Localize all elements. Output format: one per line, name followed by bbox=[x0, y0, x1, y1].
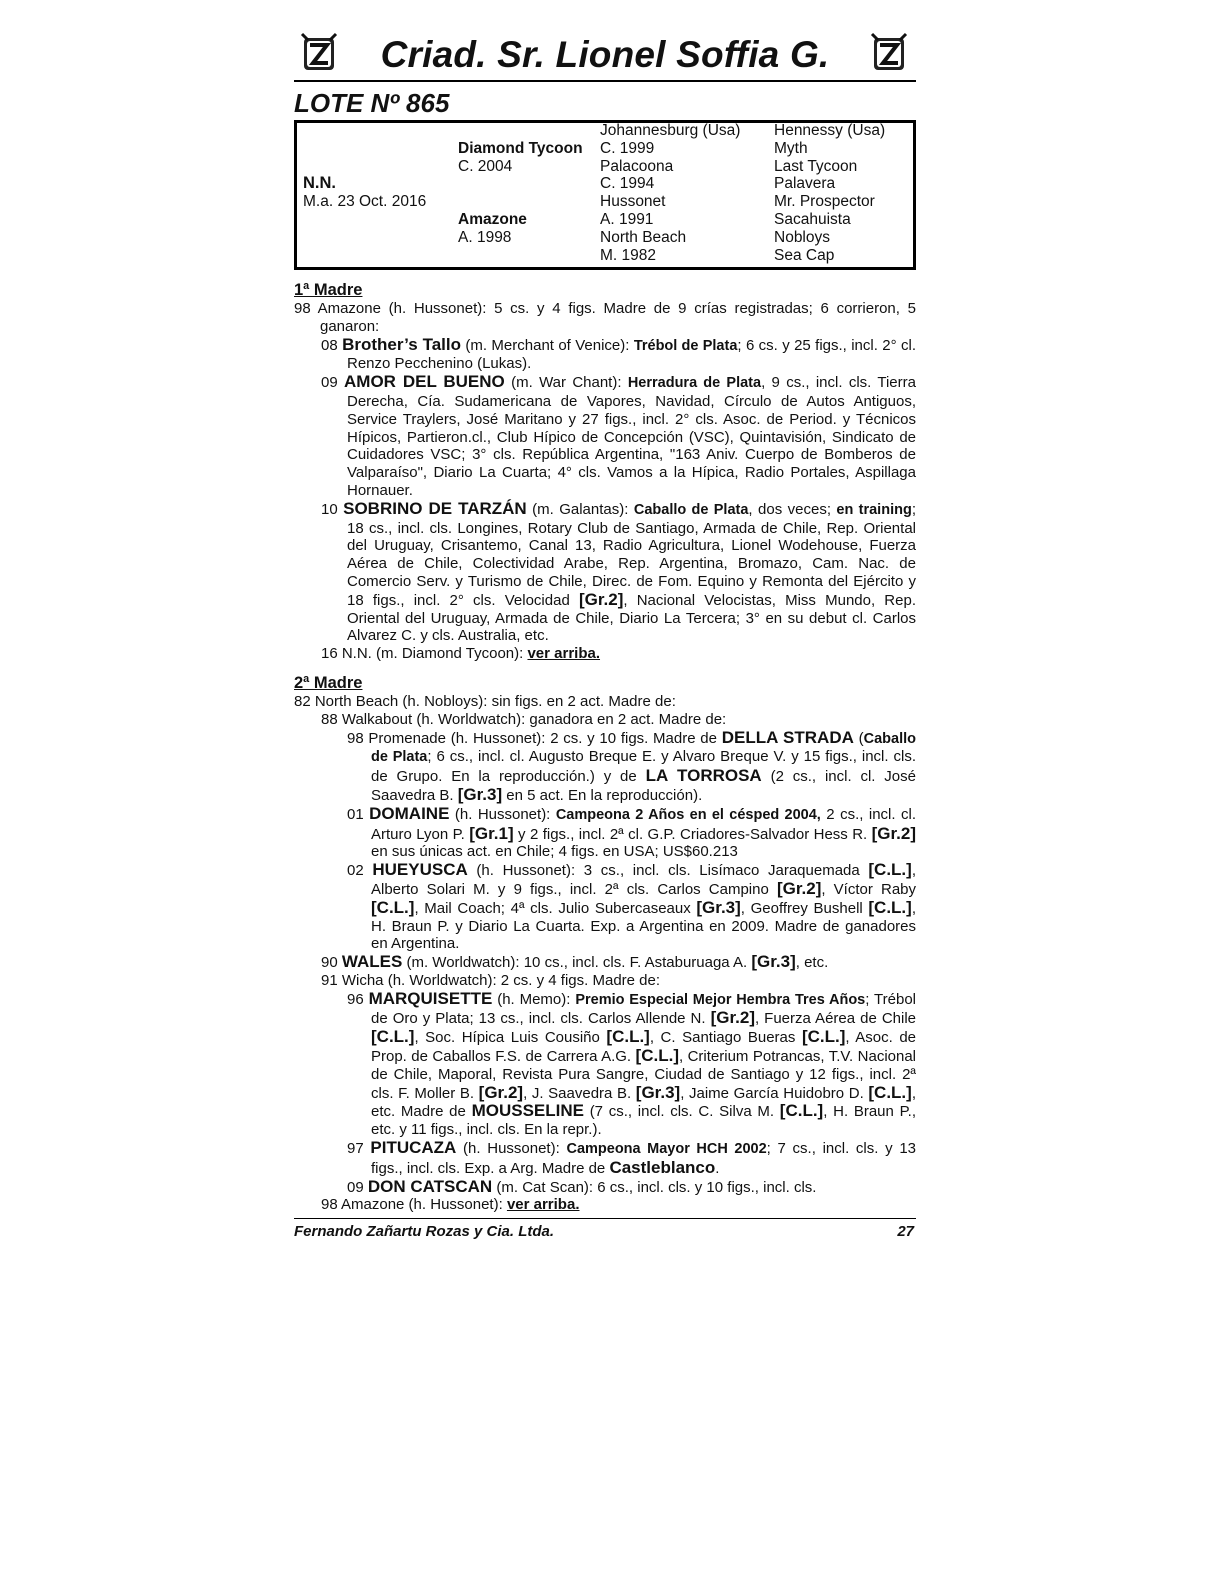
pedigree-cell: Hussonet bbox=[600, 193, 666, 211]
sire-info: C. 2004 bbox=[458, 157, 513, 175]
subject-info: M.a. 23 Oct. 2016 bbox=[303, 193, 427, 211]
pedigree-cell: A. 1991 bbox=[600, 210, 654, 228]
pedigree-subject-column bbox=[303, 122, 426, 211]
horse-name: AMOR DEL BUENO bbox=[344, 372, 505, 392]
page-footer bbox=[294, 1218, 916, 1245]
horse-name: WALES bbox=[341, 952, 403, 972]
produce-entry: 02 HUEYUSCA (h. Hussonet): 3 cs., incl. cls. Lisímaco Jaraquemada [C.L.], Alberto Solari M. y 9 figs., incl. 2ª cls. Carlos Campino [Gr.2], Víctor Raby [C.L.], Mail Coach; 4ª cls. Julio Subercaseaux [Gr.3], Geoffrey Bushell [C.L.], H. Braun P. y Diario La Cuarta. Exp. a Argentina en 2009. Madre de ganadores en Argentina. bbox=[347, 860, 917, 953]
produce-entry: 98 Amazone (h. Hussonet): ver arriba. bbox=[321, 1196, 580, 1214]
pedigree-grandparents-column bbox=[600, 122, 740, 264]
subject-name: N.N. bbox=[303, 174, 336, 193]
produce-entry: 90 WALES (m. Worldwatch): 10 cs., incl. cls. F. Astaburuaga A. [Gr.3], etc. bbox=[321, 952, 829, 972]
first-dam-heading: 1ª Madre bbox=[294, 281, 363, 299]
pedigree-parents-column bbox=[458, 122, 583, 247]
produce-entry: 09 AMOR DEL BUENO (m. War Chant): Herradura de Plata, 9 cs., incl. cls. Tierra Derecha, Cía. Sudamericana de Vapores, Navidad, Círculo de Autos Antiguos, Service Traylers, José Maritano y 27 figs., incl. 2° cls. Asoc. de Period. y Técnicos Hípicos, Partieron.cl., Club Hípico de Concepción (VSC), Quintavisión, Sindicato de Cuidadores VSC; 3° cls. República Argentina, "163 Aniv. Cuerpo de Bomberos de Valparaíso", Diario La Cuarta; 4° cls. Vamos a la Hípica, Radio Portales, Aspillaga Hornauer. bbox=[321, 372, 916, 499]
horse-name: DOMAINE bbox=[369, 803, 450, 823]
produce-entry: 96 MARQUISETTE (h. Memo): Premio Especial Mejor Hembra Tres Años; Trébol de Oro y Plata; 13 cs., incl. cls. Carlos Allende N. [Gr.2], Fuerza Aérea de Chile [C.L.], Soc. Hípica Luis Cousiño [C.L.], C. Santiago Bueras [C.L.], Asoc. de Prop. de Caballos F.S. de Carrera A.G. [C.L.], Criterium Potrancas, T.V. Nacional de Chile, Maporal, Revista Pura Sangre, Ciudad de Santiago y 12 figs., incl. 2ª cls. F. Moller B. [Gr.2], J. Saavedra B. [Gr.3], Jaime García Huidobro D. [C.L.], etc. Madre de MOUSSELINE (7 cs., incl. cls. C. Silva M. [C.L.], H. Braun P., etc. y 11 figs., incl. cls. En la repr.). bbox=[347, 988, 917, 1139]
pedigree-cell: Last Tycoon bbox=[774, 157, 858, 175]
pedigree-cell: Myth bbox=[774, 139, 808, 157]
see-above-link: ver arriba. bbox=[527, 645, 601, 663]
pedigree-cell: Sacahuista bbox=[774, 210, 851, 228]
sire-name: Diamond Tycoon bbox=[458, 139, 583, 157]
horse-name: DELLA STRADA bbox=[721, 727, 854, 747]
page bbox=[294, 28, 916, 1245]
lot-title: LOTE Nº 865 bbox=[294, 88, 450, 118]
produce-entry: 88 Walkabout (h. Worldwatch): ganadora en 2 act. Madre de: bbox=[321, 710, 727, 728]
pedigree-cell: Mr. Prospector bbox=[774, 193, 875, 211]
second-dam-intro: 82 North Beach (h. Nobloys): sin figs. en 2 act. Madre de: bbox=[294, 692, 676, 710]
produce-entry: 97 PITUCAZA (h. Hussonet): Campeona Mayor HCH 2002; 7 cs., incl. cls. y 13 figs., incl. cls. Exp. a Arg. Madre de Castleblanco. bbox=[347, 1138, 917, 1177]
horse-name: PITUCAZA bbox=[370, 1138, 457, 1158]
horse-name: HUEYUSCA bbox=[372, 860, 468, 880]
pedigree-cell: Hennessy (Usa) bbox=[774, 122, 886, 139]
produce-entry: 09 DON CATSCAN (m. Cat Scan): 6 cs., incl. cls. y 10 figs., incl. cls. bbox=[347, 1176, 817, 1196]
stud-logo-icon bbox=[868, 32, 910, 74]
pedigree-cell: Johannesburg (Usa) bbox=[600, 122, 741, 139]
pedigree-cell: Palavera bbox=[774, 175, 836, 193]
page-header bbox=[294, 28, 916, 82]
pedigree-cell: North Beach bbox=[600, 228, 687, 246]
dam-info: A. 1998 bbox=[458, 228, 512, 246]
page-title: Criad. Sr. Lionel Soffia G. bbox=[380, 34, 830, 75]
produce-entry: 16 N.N. (m. Diamond Tycoon): ver arriba. bbox=[321, 645, 601, 663]
pedigree-cell: C. 1994 bbox=[600, 175, 655, 193]
second-dam-heading: 2ª Madre bbox=[294, 673, 363, 692]
first-dam-intro: 98 Amazone (h. Hussonet): 5 cs. y 4 figs. Madre de 9 crías registradas; 6 corrieron, 5 ganaron: bbox=[294, 300, 916, 335]
pedigree-cell: Sea Cap bbox=[774, 246, 835, 264]
produce-entry: 01 DOMAINE (h. Hussonet): Campeona 2 Años en el césped 2004, 2 cs., incl. cl. Arturo Lyon P. [Gr.1] y 2 figs., incl. 2ª cl. G.P. Criadores-Salvador Hess R. [Gr.2] en sus únicas act. en Chile; 4 figs. en USA; US$60.213 bbox=[347, 803, 916, 861]
horse-name: Brother’s Tallo bbox=[342, 334, 461, 354]
pedigree-cell: C. 1999 bbox=[600, 139, 655, 157]
horse-name: MARQUISETTE bbox=[368, 988, 493, 1008]
produce-entry: 98 Promenade (h. Hussonet): 2 cs. y 10 figs. Madre de DELLA STRADA (Caballo de Plata; 6 cs., incl. cl. Augusto Breque E. y Alvaro Breque V. y 15 figs., incl. cls. de Grupo. En la reproducción.) y de LA TORROSA (2 cs., incl. cl. José Saavedra B. [Gr.3] en 5 act. En la reproducción). bbox=[347, 727, 916, 804]
see-above-link: ver arriba. bbox=[506, 1196, 580, 1214]
pedigree-cell: Nobloys bbox=[774, 228, 830, 246]
horse-name: DON CATSCAN bbox=[367, 1176, 493, 1196]
page-number: 27 bbox=[897, 1223, 914, 1241]
produce-entry: 10 SOBRINO DE TARZÁN (m. Galantas): Caballo de Plata, dos veces; en training; 18 cs., incl. cls. Longines, Rotary Club de Santiago, Armada de Chile, Rep. Oriental del Uruguay, Crisantemo, Canal 13, Radio Agricultura, Lionel Wodehouse, Fuerza Aérea de Chile, Colectividad Arabe, Rep. Argentina, Bromazo, Cam. Nac. de Comercio Serv. y Turismo de Chile, Direc. de Fom. Equino y Remonta del Ejército y 18 figs., incl. 2° cls. Velocidad [Gr.2], Nacional Velocistas, Miss Mundo, Rep. Oriental del Uruguay, Armada de Chile, Diario La Tercera; 3° en su debut cl. Carlos Alvarez C. y cls. Australia, etc. bbox=[321, 498, 916, 645]
pedigree-cell: Palacoona bbox=[600, 157, 674, 175]
pedigree-table bbox=[294, 120, 916, 270]
produce-entry: 91 Wicha (h. Worldwatch): 2 cs. y 4 figs. Madre de: bbox=[321, 971, 661, 989]
horse-name: SOBRINO DE TARZÁN bbox=[343, 498, 527, 518]
dam-name: Amazone bbox=[458, 210, 527, 228]
pedigree-cell: M. 1982 bbox=[600, 246, 657, 264]
produce-entry: 08 Brother’s Tallo (m. Merchant of Venice): Trébol de Plata; 6 cs. y 25 figs., incl. 2° cl. Renzo Pecchenino (Lukas). bbox=[321, 334, 916, 373]
pedigree-great-grandparents-column bbox=[774, 122, 885, 264]
footer-company: Fernando Zañartu Rozas y Cia. Ltda. bbox=[294, 1223, 555, 1241]
